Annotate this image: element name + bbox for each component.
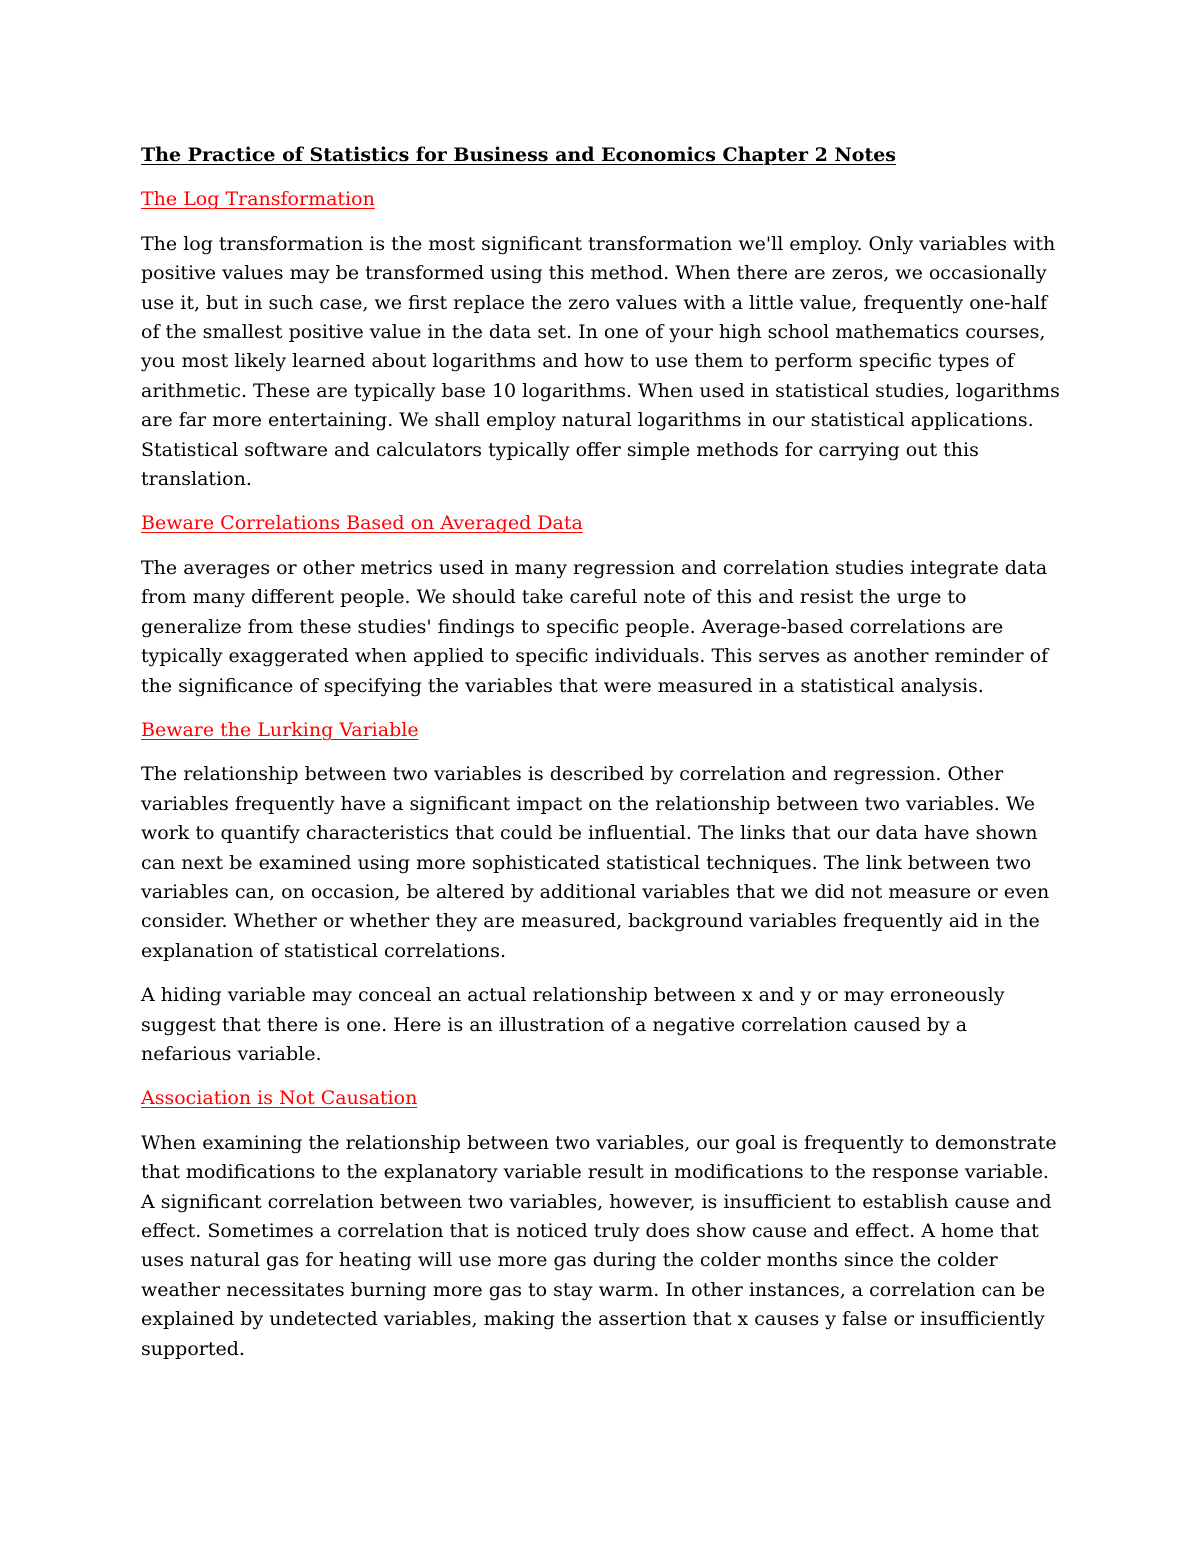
section-log-transformation xyxy=(141,185,1061,494)
section-paragraph: A hiding variable may conceal an actual relationship between x and y or may erroneously suggest that there is one. Here is an illustration of a negative correlation caused by a nefarious variable. xyxy=(141,984,1005,1065)
section-heading: Beware the Lurking Variable xyxy=(141,718,419,741)
section-paragraph: The log transformation is the most significant transformation we'll employ. Only variables with positive values may be transformed using this method. When there are zeros, we occasionally use it, but in such case, we first replace the zero values with a little value, frequently one-half of the smallest positive value in the data set. In one of your high school mathematics courses, you most likely learned about logarithms and how to use them to perform specific types of arithmetic. These are typically base 10 logarithms. When used in statistical studies, logarithms are far more entertaining. We shall employ natural logarithms in our statistical applications. Statistical software and calculators typically offer simple methods for carrying out this translation. xyxy=(141,232,1060,491)
section-lurking-variable xyxy=(141,716,1061,1069)
section-paragraph: The relationship between two variables is described by correlation and regression. Other variables frequently have a significant impact on the relationship between two variables. We work to quantify characteristics that could be influential. The links that our data have shown can next be examined using more sophisticated statistical techniques. The link between two variables can, on occasion, be altered by additional variables that we did not measure or even consider. Whether or whether they are measured, background variables frequently aid in the explanation of statistical correlations. xyxy=(141,763,1050,962)
section-heading: Association is Not Causation xyxy=(141,1087,418,1110)
section-heading: The Log Transformation xyxy=(141,188,375,211)
section-paragraph: The averages or other metrics used in many regression and correlation studies integrate data from many different people. We should take careful note of this and resist the urge to generalize from these studies' findings to specific people. Average-based correlations are typically exaggerated when applied to specific individuals. This serves as another reminder of the significance of specifying the variables that were measured in a statistical analysis. xyxy=(141,556,1049,697)
section-paragraph: When examining the relationship between two variables, our goal is frequently to demonstrate that modifications to the explanatory variable result in modifications to the response variable. A significant correlation between two variables, however, is insufficient to establish cause and effect. Sometimes a correlation that is noticed truly does show cause and effect. A home that uses natural gas for heating will use more gas during the colder months since the colder weather necessitates burning more gas to stay warm. In other instances, a correlation can be explained by undetected variables, making the assertion that x causes y false or insufficiently supported. xyxy=(141,1131,1057,1360)
document-title: The Practice of Statistics for Business and Economics Chapter 2 Notes xyxy=(141,144,896,166)
section-association-causation xyxy=(141,1084,1061,1364)
section-averaged-data xyxy=(141,509,1061,700)
document-page xyxy=(141,141,1061,1379)
section-heading: Beware Correlations Based on Averaged Data xyxy=(141,512,583,535)
